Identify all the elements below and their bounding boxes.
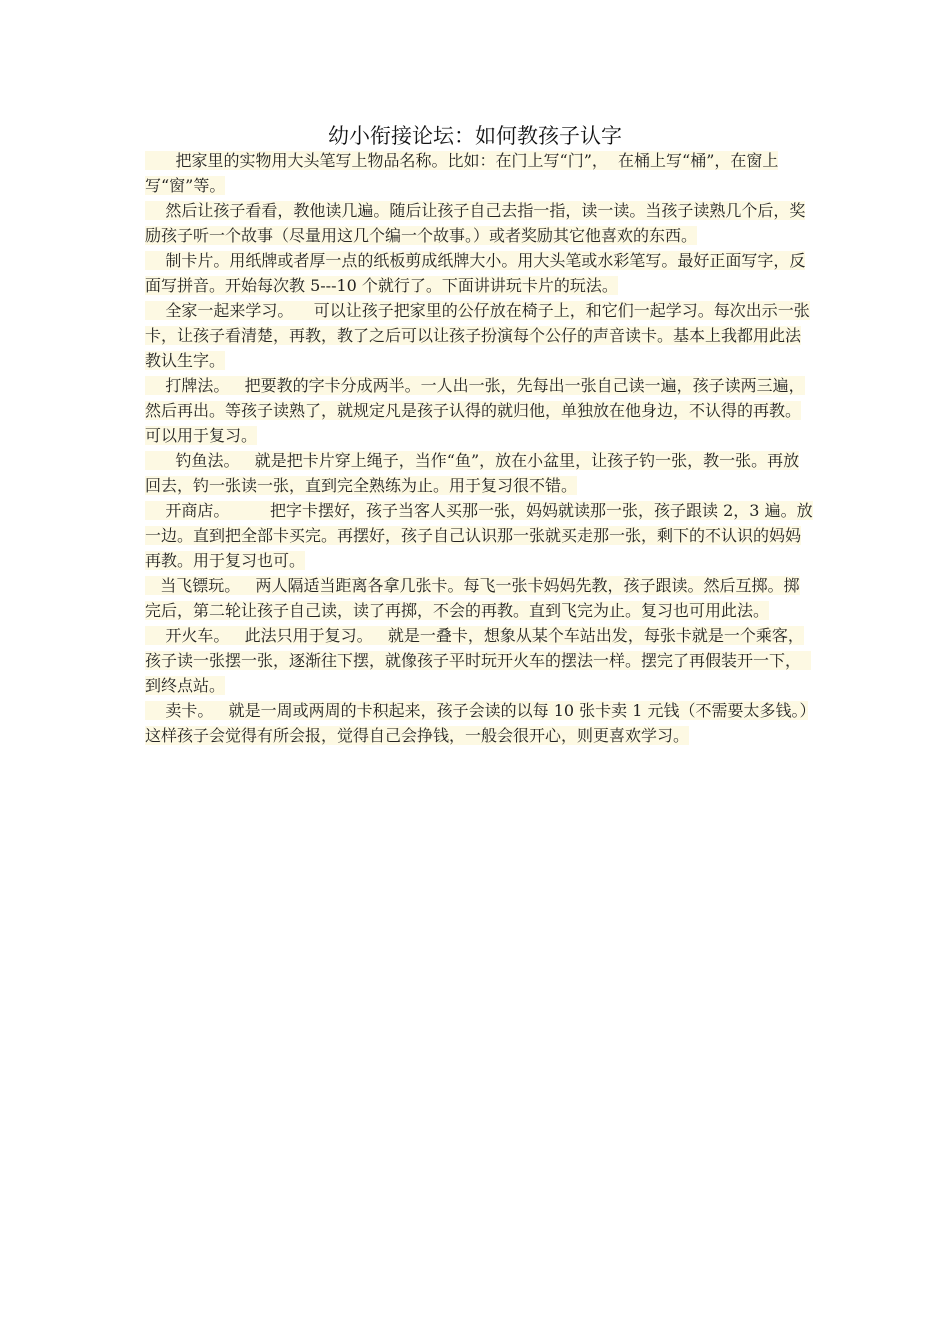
paragraph-text: 打牌法。 把要教的字卡分成两半。一人出一张，先每出一张自己读一遍，孩子读两三遍，然后再出。等孩子读熟了，就规定凡是孩子认得的就归他，单独放在他身边，不认得的再教。可以用于复习。 [145, 376, 805, 445]
paragraph-text: 把家里的实物用大头笔写上物品名称。比如：在门上写“门”， 在桶上写“桶”，在窗上写“窗”等。 [145, 151, 779, 195]
paragraph-sell-cards [145, 698, 813, 748]
paragraph-text: 制卡片。用纸牌或者厚一点的纸板剪成纸牌大小。用大头笔或水彩笔写。最好正面写字，反面写拼音。开始每次教 5---10 个就行了。下面讲讲玩卡片的玩法。 [145, 251, 806, 295]
document-body [145, 148, 813, 748]
paragraph-dart-game [145, 573, 813, 623]
paragraph-train-game [145, 623, 813, 698]
paragraph-text: 开火车。 此法只用于复习。 就是一叠卡，想象从某个车站出发，每张卡就是一个乘客，孩子读一张摆一张，逐渐往下摆，就像孩子平时玩开火车的摆法一样。摆完了再假装开一下， 到终点站。 [145, 626, 812, 695]
paragraph-text: 全家一起来学习。 可以让孩子把家里的公仔放在椅子上，和它们一起学习。每次出示一张卡，让孩子看清楚，再教，教了之后可以让孩子扮演每个公仔的声音读卡。基本上我都用此法教认生字。 [145, 301, 810, 370]
paragraph-read-and-reward [145, 198, 813, 248]
paragraph-shop-game [145, 498, 813, 573]
paragraph-card-game [145, 373, 813, 448]
paragraph-make-cards [145, 248, 813, 298]
paragraph-text: 钓鱼法。 就是把卡片穿上绳子，当作“鱼”，放在小盆里，让孩子钓一张，教一张。再放回去，钓一张读一张，直到完全熟练为止。用于复习很不错。 [145, 451, 800, 495]
paragraph-text: 开商店。 把字卡摆好，孩子当客人买那一张，妈妈就读那一张，孩子跟读 2，3 遍。放一边。直到把全部卡买完。再摆好，孩子自己认识那一张就买走那一张，剩下的不认识的妈妈再教。用于复习也可。 [145, 501, 813, 570]
paragraph-family-learning [145, 298, 813, 373]
paragraph-text: 然后让孩子看看，教他读几遍。随后让孩子自己去指一指，读一读。当孩子读熟几个后，奖励孩子听一个故事（尽量用这几个编一个故事。）或者奖励其它他喜欢的东西。 [145, 201, 806, 245]
document-title: 幼小衔接论坛：如何教孩子认字 [328, 124, 622, 148]
paragraph-fishing-game [145, 448, 813, 498]
paragraph-text: 卖卡。 就是一周或两周的卡积起来，孩子会读的以每 10 张卡卖 1 元钱（不需要太多钱。）这样孩子会觉得有所会报，觉得自己会挣钱，一般会很开心，则更喜欢学习。 [145, 701, 808, 745]
paragraph-labels-on-objects [145, 148, 813, 198]
paragraph-text: 当飞镖玩。 两人隔适当距离各拿几张卡。每飞一张卡妈妈先教，孩子跟读。然后互掷。掷完后，第二轮让孩子自己读，读了再掷，不会的再教。直到飞完为止。复习也可用此法。 [145, 576, 800, 620]
